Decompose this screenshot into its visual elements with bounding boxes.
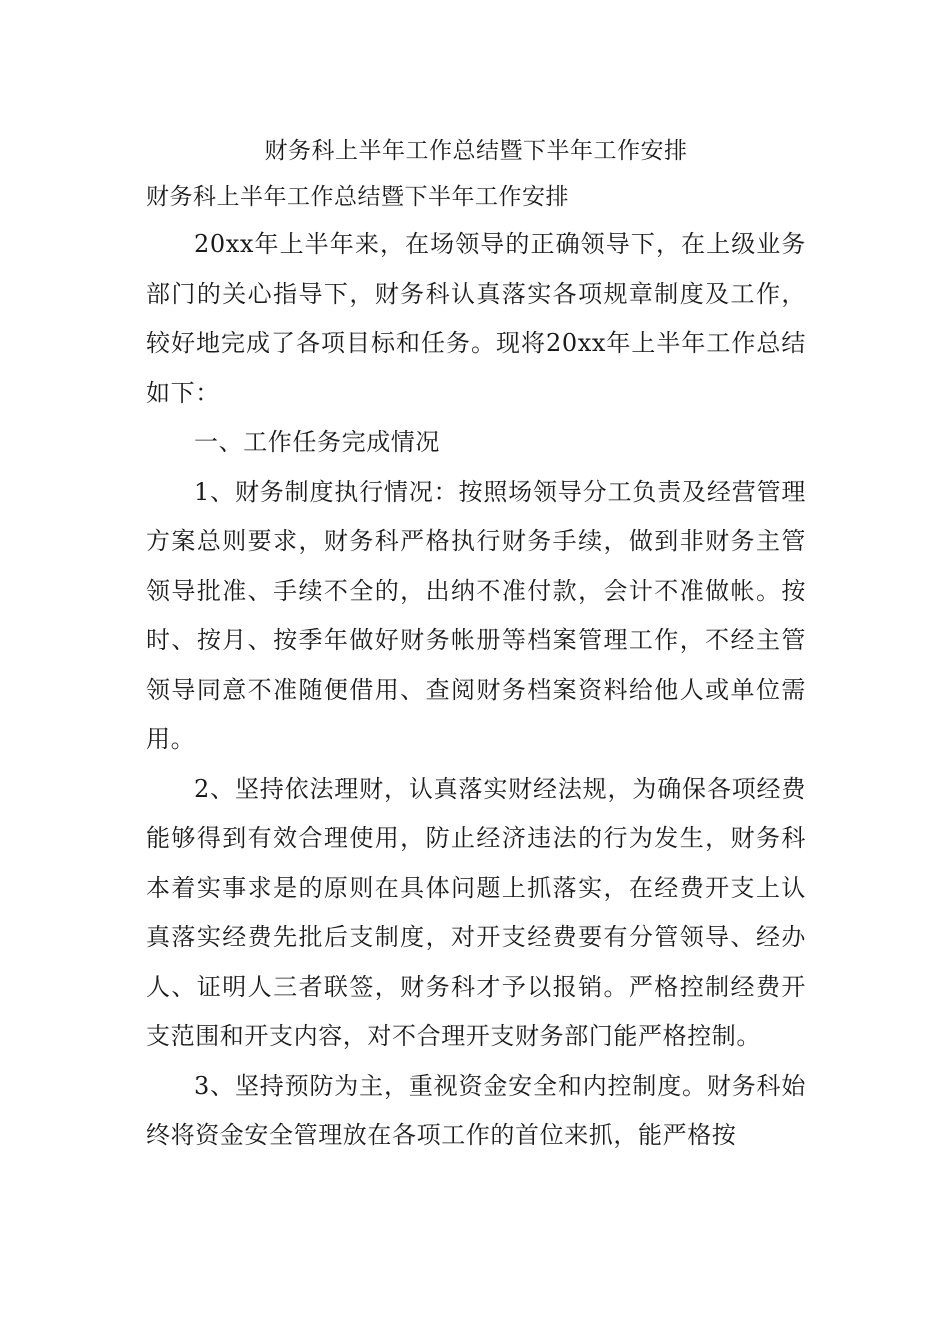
paragraph-intro: 20xx年上半年来，在场领导的正确领导下，在上级业务部门的关心指导下，财务科认真落实各项规章制度及工作，较好地完成了各项目标和任务。现将20xx年上半年工作总结如下： <box>146 230 806 407</box>
document-subtitle: 财务科上半年工作总结暨下半年工作安排 <box>146 184 569 210</box>
paragraph-item-2: 2、坚持依法理财，认真落实财经法规，为确保各项经费能够得到有效合理使用，防止经济违法的行为发生，财务科本着实事求是的原则在具体问题上抓落实，在经费开支上认真落实经费先批后支制度，对开支经费要有分管领导、经办人、证明人三者联签，财务科才予以报销。严格控制经费开支范围和开支内容，对不合理开支财务部门能严格控制。 <box>146 774 806 1050</box>
paragraph-item-1: 1、财务制度执行情况：按照场领导分工负责及经营管理方案总则要求，财务科严格执行财务手续，做到非财务主管领导批准、手续不全的，出纳不准付款，会计不准做帐。按时、按月、按季年做好财务帐册等档案管理工作，不经主管领导同意不准随便借用、查阅财务档案资料给他人或单位需用。 <box>146 477 806 753</box>
document-title: 财务科上半年工作总结暨下半年工作安排 <box>264 138 688 164</box>
document-body <box>146 128 806 1161</box>
section-heading-task-completion: 一、工作任务完成情况 <box>194 428 440 456</box>
paragraph-item-3: 3、坚持预防为主，重视资金安全和内控制度。财务科始终将资金安全管理放在各项工作的首位来抓，能严格按 <box>146 1071 806 1149</box>
